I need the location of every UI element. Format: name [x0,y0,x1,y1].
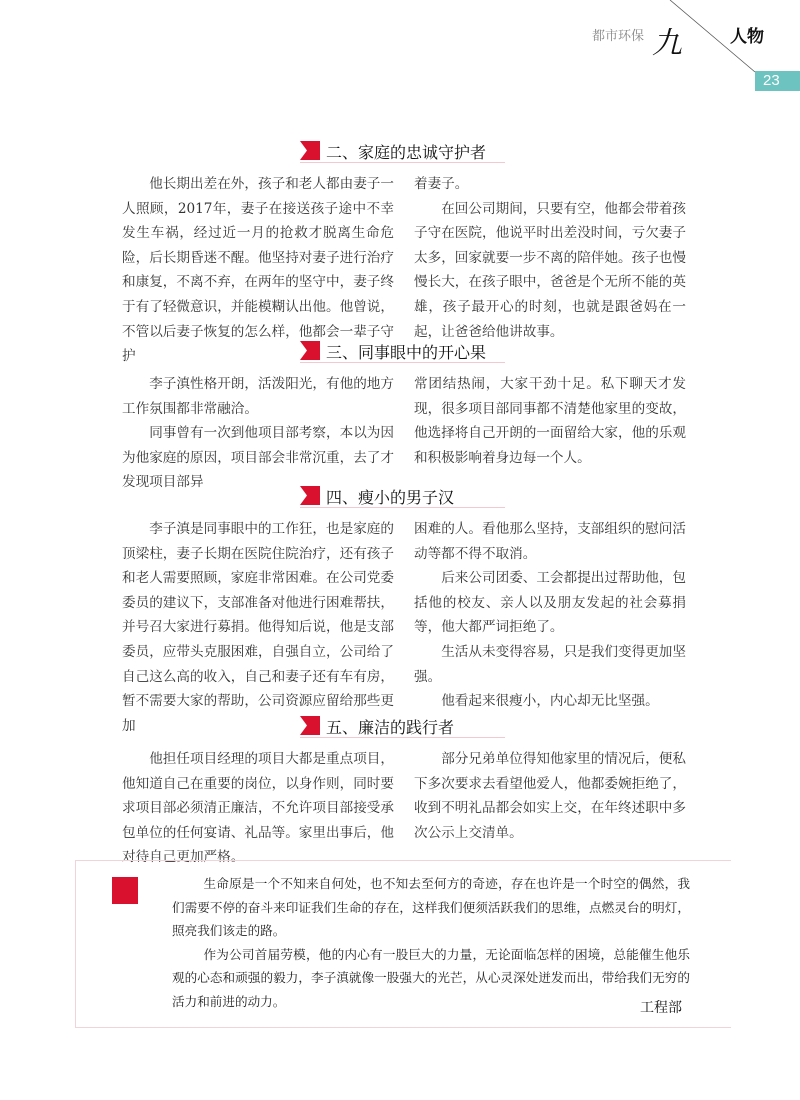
magazine-brand: 都市环保 [592,28,645,43]
section-name: 人物 [730,27,764,46]
paragraph: 在回公司期间，只要有空，他都会带着孩子守在医院，他说平时出差没时间，亏欠妻子太多，回家就要一步不离的陪伴她。孩子也慢慢长大，在孩子眼中，爸爸是个无所不能的英雄，孩子最开心的时刻，也就是跟爸妈在一起，让爸爸给他讲故事。 [414,200,686,340]
section-heading [300,140,505,163]
right-column [414,747,686,845]
paragraph: 他看起来很瘦小，内心却无比坚强。 [441,693,659,710]
left-column [122,372,394,495]
heading-marker-icon [300,486,320,505]
magazine-logo: 九 [652,26,682,61]
section-title: 四、瘦小的男子汉 [326,488,455,507]
section-title: 五、廉洁的践行者 [326,718,455,737]
section-heading [300,715,505,738]
section-heading [300,485,505,508]
paragraph: 后来公司团委、工会都提出过帮助他，包括他的校友、亲人以及朋友发起的社会募捐等，他大都严词拒绝了。 [414,570,686,636]
left-column [122,747,394,870]
paragraph-continued: 着妻子。 [414,176,469,192]
paragraph: 李子滇是同事眼中的工作狂，也是家庭的顶梁柱，妻子长期在医院住院治疗，还有孩子和老人需要照顾，家庭非常困难。在公司党委委员的建议下，支部准备对他进行困难帮扶，并号召大家进行募捐。他得知后说，他是支部委员，应带头克服困难，自强自立，公司给了自己这么高的收入，自己和妻子还有车有房，暂不需要大家的帮助，公司资源应留给那些更加 [122,521,394,734]
paragraph-continued: 常团结热闹，大家干劲十足。私下聊天才发现，很多项目部同事都不清楚他家里的变故，他选择将自己开朗的一面留给大家，他的乐观和积极影响着身边每一个人。 [414,376,686,466]
paragraph-continued: 困难的人。看他那么坚持，支部组织的慰问活动等都不得不取消。 [414,521,686,562]
heading-marker-icon [300,341,320,360]
speech-bubble-icon [112,877,138,904]
signature: 工程部 [640,999,682,1015]
paragraph: 部分兄弟单位得知他家里的情况后，便私下多次要求去看望他爱人，他都委婉拒绝了，收到不明礼品都会如实上交，在年终述职中多次公示上交清单。 [414,751,686,841]
quote-text [172,872,690,1013]
section-title: 三、同事眼中的开心果 [326,343,487,362]
right-column [414,372,686,470]
heading-marker-icon [300,141,320,160]
section-title: 二、家庭的忠诚守护者 [326,143,487,162]
paragraph: 他担任项目经理的项目大都是重点项目，他知道自己在重要的岗位，以身作则，同时要求项目部必须清正廉洁，不允许项目部接受承包单位的任何宴请、礼品等。家里出事后，他对待自己更加严格。 [122,751,394,866]
right-column [414,172,686,344]
paragraph: 同事曾有一次到他项目部考察，本以为因为他家庭的原因，项目部会非常沉重，去了才发现项目部异 [122,425,394,491]
quote-paragraph: 生命原是一个不知来自何处，也不知去至何方的奇迹，存在也许是一个时空的偶然，我们需要不停的奋斗来印证我们生命的存在，这样我们便须活跃我们的思维，点燃灵台的明灯，照亮我们该走的路。 [172,876,690,938]
quote-paragraph: 作为公司首届劳模，他的内心有一股巨大的力量，无论面临怎样的困境，总能催生他乐观的心态和顽强的毅力，李子滇就像一股强大的光芒，从心灵深处迸发而出，带给我们无穷的活力和前进的动力。 [172,946,690,1009]
page-number: 23 [755,71,800,91]
heading-marker-icon [300,716,320,735]
paragraph: 生活从未变得容易，只是我们变得更加坚强。 [414,643,686,685]
right-column [414,517,686,714]
paragraph: 李子滇性格开朗，活泼阳光，有他的地方工作氛围都非常融洽。 [122,376,394,417]
paragraph: 他长期出差在外，孩子和老人都由妻子一人照顾，2017年，妻子在接送孩子途中不幸发生车祸，经过近一月的抢救才脱离生命危险，后长期昏迷不醒。他坚持对妻子进行治疗和康复，不离不弃，在两年的坚守中，妻子终于有了轻微意识，并能模糊认出他。他曾说，不管以后妻子恢复的怎么样，他都会一辈子守护 [122,176,394,365]
left-column [122,517,394,738]
section-heading [300,340,505,363]
